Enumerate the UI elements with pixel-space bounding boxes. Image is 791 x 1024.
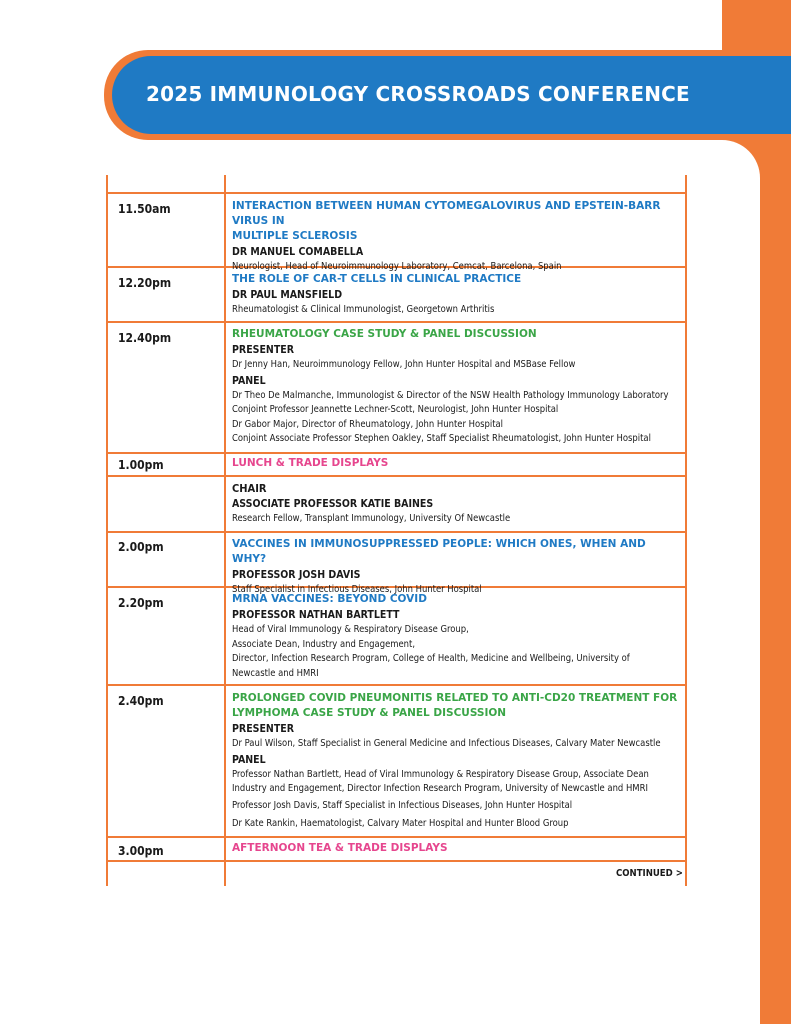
- row-divider: [106, 452, 687, 454]
- speaker-role: Staff Specialist in Infectious Diseases, John Hunter Hospital: [232, 584, 482, 595]
- speaker-role: Neurologist, Head of Neuroimmunology Laboratory, Cemcat, Barcelona, Spain: [232, 261, 562, 272]
- panel-member: Professor Josh Davis, Staff Specialist in Infectious Diseases, John Hunter Hospital: [232, 799, 573, 811]
- speaker-name: DR PAUL MANSFIELD: [232, 289, 343, 301]
- session-entry: [232, 537, 682, 598]
- session-time: 2.20pm: [118, 596, 164, 610]
- session-time: 2.00pm: [118, 540, 164, 554]
- session-time: 12.40pm: [118, 331, 172, 345]
- panel-member: Professor Nathan Bartlett, Head of Viral Immunology & Respiratory Disease Group, Associate Dean: [232, 768, 649, 780]
- panel-label: PANEL: [232, 374, 266, 387]
- session-entry: [232, 592, 682, 681]
- speaker-role: Newcastle and HMRI: [232, 667, 319, 679]
- presenter-label: PRESENTER: [232, 723, 294, 735]
- panel-member: Industry and Engagement, Director Infection Research Program, University of Newcastle and HMRI: [232, 783, 648, 794]
- row-divider: [106, 836, 687, 838]
- panel-label: PANEL: [232, 753, 266, 766]
- presenter-name: Dr Jenny Han, Neuroimmunology Fellow, John Hunter Hospital and MSBase Fellow: [232, 359, 576, 370]
- panel-member: Dr Kate Rankin, Haematologist, Calvary Mater Hospital and Hunter Blood Group: [232, 818, 569, 829]
- speaker-role: Director, Infection Research Program, College of Health, Medicine and Wellbeing, University of: [232, 653, 630, 664]
- session-time: 11.50am: [118, 202, 171, 216]
- row-divider: [106, 860, 687, 862]
- continued-label: CONTINUED >: [616, 868, 683, 879]
- session-title: LUNCH & TRADE DISPLAYS: [232, 457, 389, 469]
- session-title: VACCINES IN IMMUNOSUPPRESSED PEOPLE: WHICH ONES, WHEN AND WHY?: [232, 538, 646, 565]
- speaker-role: Associate Dean, Industry and Engagement,: [232, 638, 415, 650]
- panel-member: Conjoint Professor Jeannette Lechner-Scott, Neurologist, John Hunter Hospital: [232, 404, 559, 415]
- row-divider: [106, 684, 687, 686]
- presenter-name: Dr Paul Wilson, Staff Specialist in General Medicine and Infectious Diseases, Calvary Mater Newcastle: [232, 738, 661, 749]
- presenter-label: PRESENTER: [232, 344, 294, 356]
- session-title: THE ROLE OF CAR-T CELLS IN CLINICAL PRACTICE: [232, 273, 522, 285]
- session-title: PROLONGED COVID PNEUMONITIS RELATED TO ANTI-CD20 TREATMENT FOR: [232, 692, 678, 704]
- session-title: MRNA VACCINES: BEYOND COVID: [232, 593, 427, 605]
- session-title: INTERACTION BETWEEN HUMAN CYTOMEGALOVIRUS AND EPSTEIN-BARR VIRUS IN: [232, 200, 661, 227]
- session-entry: [232, 456, 682, 471]
- panel-member: Dr Gabor Major, Director of Rheumatology, John Hunter Hospital: [232, 418, 504, 430]
- session-time: 3.00pm: [118, 844, 164, 858]
- panel-member: Conjoint Associate Professor Stephen Oakley, Staff Specialist Rheumatologist, John Hunter Hospital: [232, 433, 651, 444]
- session-entry: [232, 272, 682, 318]
- speaker-role: Research Fellow, Transplant Immunology, University Of Newcastle: [232, 513, 511, 524]
- row-divider: [106, 475, 687, 477]
- row-divider: [106, 321, 687, 323]
- panel-member: Dr Theo De Malmanche, Immunologist & Director of the NSW Health Pathology Immunology Laboratory: [232, 389, 669, 401]
- chair-entry: [232, 481, 682, 527]
- speaker-name: PROFESSOR NATHAN BARTLETT: [232, 609, 400, 621]
- speaker-role: Rheumatologist & Clinical Immunologist, Georgetown Arthritis: [232, 304, 495, 315]
- page-title: 2025 IMMUNOLOGY CROSSROADS CONFERENCE: [146, 82, 690, 106]
- speaker-role: Head of Viral Immunology & Respiratory Disease Group,: [232, 624, 469, 635]
- session-title: RHEUMATOLOGY CASE STUDY & PANEL DISCUSSION: [232, 328, 537, 340]
- session-title: AFTERNOON TEA & TRADE DISPLAYS: [232, 842, 448, 854]
- session-entry: [232, 691, 682, 832]
- session-time: 12.20pm: [118, 276, 172, 290]
- chair-label: CHAIR: [232, 482, 267, 495]
- speaker-name: DR MANUEL COMABELLA: [232, 246, 364, 258]
- row-divider: [106, 192, 687, 194]
- speaker-name: ASSOCIATE PROFESSOR KATIE BAINES: [232, 498, 434, 510]
- session-entry: [232, 327, 682, 447]
- session-time: 2.40pm: [118, 694, 164, 708]
- session-title: MULTIPLE SCLEROSIS: [232, 230, 358, 242]
- row-divider: [106, 531, 687, 533]
- session-title: LYMPHOMA CASE STUDY & PANEL DISCUSSION: [232, 707, 507, 719]
- session-time: 1.00pm: [118, 458, 164, 472]
- speaker-name: PROFESSOR JOSH DAVIS: [232, 569, 361, 581]
- session-entry: [232, 841, 682, 856]
- session-entry: [232, 199, 682, 275]
